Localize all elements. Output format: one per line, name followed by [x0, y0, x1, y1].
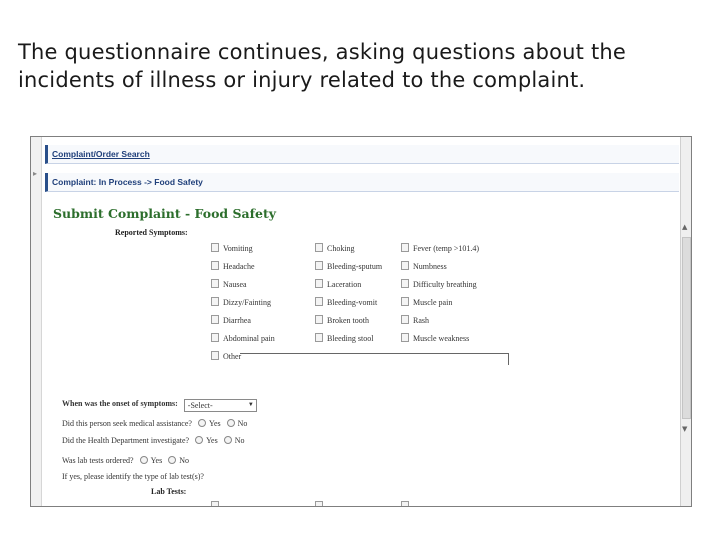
page-title: Submit Complaint - Food Safety — [53, 206, 277, 221]
lab-no-radio[interactable] — [168, 456, 176, 464]
checkbox[interactable] — [211, 279, 219, 288]
breadcrumb-current: Complaint: In Process -> Food Safety — [45, 173, 679, 192]
lab-test-checkbox-partial[interactable] — [401, 501, 413, 507]
down-arrow-icon[interactable]: ▼ — [682, 425, 688, 433]
symptom-numbness[interactable]: Numbness — [401, 261, 447, 271]
symptom-vomiting[interactable]: Vomiting — [211, 243, 253, 253]
screenshot-frame — [30, 136, 692, 507]
medical-yes-radio[interactable] — [198, 419, 206, 427]
symptoms-label: Reported Symptoms: — [115, 228, 188, 237]
checkbox[interactable] — [315, 261, 323, 270]
expand-arrow-icon[interactable]: ▸ — [33, 169, 38, 178]
symptom-broken-tooth[interactable]: Broken tooth — [315, 315, 369, 325]
symptom-bleeding-stool[interactable]: Bleeding stool — [315, 333, 373, 343]
symptom-fever[interactable]: Fever (temp >101.4) — [401, 243, 479, 253]
checkbox[interactable] — [401, 279, 409, 288]
symptom-bleeding-sputum[interactable]: Bleeding-sputum — [315, 261, 382, 271]
symptom-dizzy-fainting[interactable]: Dizzy/Fainting — [211, 297, 271, 307]
checkbox[interactable] — [401, 501, 409, 507]
vertical-scrollbar[interactable] — [680, 137, 691, 506]
symptom-abdominal-pain[interactable]: Abdominal pain — [211, 333, 275, 343]
chevron-down-icon: ▼ — [247, 402, 254, 408]
symptom-nausea[interactable]: Nausea — [211, 279, 247, 289]
identify-lab-question: If yes, please identify the type of lab test(s)? — [62, 472, 204, 481]
checkbox[interactable] — [211, 243, 219, 252]
symptom-other[interactable]: Other — [211, 351, 241, 361]
left-nav-strip — [31, 137, 42, 506]
checkbox[interactable] — [401, 261, 409, 270]
checkbox[interactable] — [211, 351, 219, 360]
checkbox[interactable] — [211, 261, 219, 270]
up-arrow-icon[interactable]: ▲ — [682, 223, 688, 231]
checkbox[interactable] — [401, 333, 409, 342]
lab-test-checkbox-partial[interactable] — [211, 501, 223, 507]
checkbox[interactable] — [315, 501, 323, 507]
scrollbar-thumb[interactable] — [682, 237, 691, 419]
symptom-bleeding-vomit[interactable]: Bleeding-vomit — [315, 297, 377, 307]
checkbox[interactable] — [315, 315, 323, 324]
symptom-choking[interactable]: Choking — [315, 243, 355, 253]
lab-yes-radio[interactable] — [140, 456, 148, 464]
checkbox[interactable] — [315, 243, 323, 252]
checkbox[interactable] — [315, 297, 323, 306]
symptom-laceration[interactable]: Laceration — [315, 279, 361, 289]
checkbox[interactable] — [401, 297, 409, 306]
checkbox[interactable] — [211, 297, 219, 306]
breadcrumb-complaint-search[interactable]: Complaint/Order Search — [45, 145, 679, 164]
checkbox[interactable] — [401, 243, 409, 252]
onset-question — [62, 399, 257, 412]
health-no-radio[interactable] — [224, 436, 232, 444]
slide-caption: The questionnaire continues, asking questions about the incidents of illness or injury related to the complaint. — [18, 40, 627, 92]
health-dept-question: Did the Health Department investigate? Yes No — [62, 436, 245, 445]
symptom-rash[interactable]: Rash — [401, 315, 429, 325]
lab-test-checkbox-partial[interactable] — [315, 501, 327, 507]
checkbox[interactable] — [401, 315, 409, 324]
checkbox[interactable] — [211, 501, 219, 507]
symptom-headache[interactable]: Headache — [211, 261, 255, 271]
checkbox[interactable] — [315, 333, 323, 342]
onset-label: When was the onset of symptoms: — [62, 399, 178, 408]
onset-select[interactable]: -Select- ▼ — [184, 399, 257, 412]
lab-tests-question: Was lab tests ordered? Yes No — [62, 456, 189, 465]
medical-assistance-question: Did this person seek medical assistance? Yes No — [62, 419, 248, 428]
health-yes-radio[interactable] — [195, 436, 203, 444]
other-symptom-input[interactable] — [240, 353, 509, 365]
medical-no-radio[interactable] — [227, 419, 235, 427]
symptom-difficulty-breathing[interactable]: Difficulty breathing — [401, 279, 477, 289]
symptom-diarrhea[interactable]: Diarrhea — [211, 315, 251, 325]
symptom-muscle-weakness[interactable]: Muscle weakness — [401, 333, 469, 343]
checkbox[interactable] — [211, 333, 219, 342]
lab-tests-label: Lab Tests: — [151, 487, 187, 496]
checkbox[interactable] — [315, 279, 323, 288]
symptom-muscle-pain[interactable]: Muscle pain — [401, 297, 452, 307]
checkbox[interactable] — [211, 315, 219, 324]
